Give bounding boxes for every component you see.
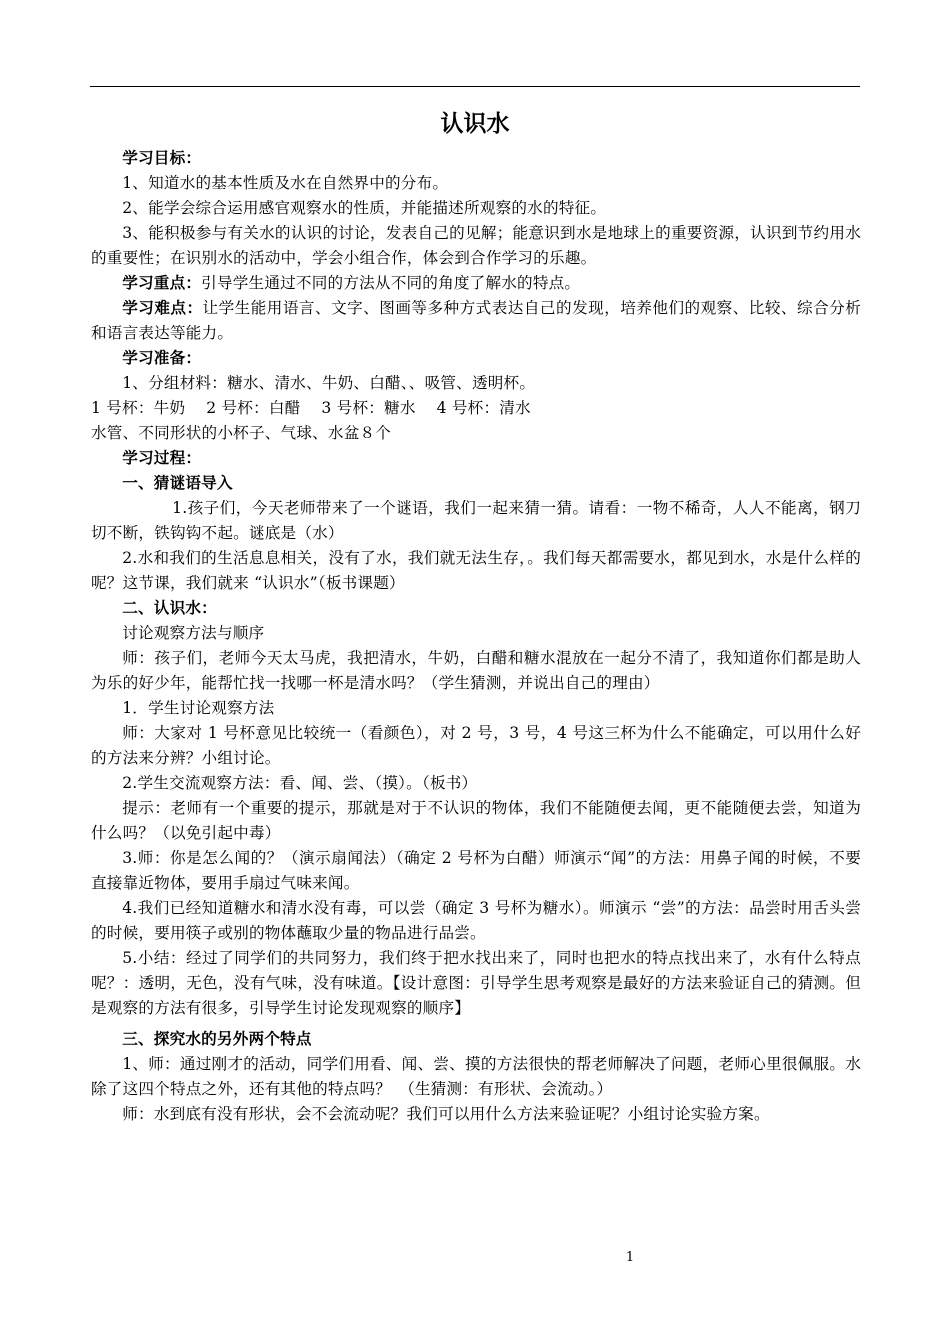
section1-paragraph: 1.孩子们，今天老师带来了一个谜语，我们一起来猜一猜。请看：一物不稀奇，人人不能离，钢刀切不断，铁钩钩不起。谜底是（水） <box>91 499 861 542</box>
preparation-label: 学习准备： <box>122 349 202 367</box>
page-number: 1 <box>625 1250 635 1265</box>
section3-paragraph: 师：水到底有没有形状，会不会流动呢？我们可以用什么方法来验证呢？小组讨论实验方案。 <box>122 1105 770 1123</box>
key-point <box>91 271 861 296</box>
section-heading: 二、认识水： <box>122 599 217 617</box>
section2-paragraph: 1．学生讨论观察方法 <box>122 699 275 717</box>
section2-paragraph: 5.小结：经过了同学们的共同努力，我们终于把水找出来了，同时也把水的特点找出来了，水有什么特点呢？：透明，无色，没有气味，没有味道。【设计意图：引导学生思考观察是最好的方法来验证自己的猜测。但是观察的方法有很多，引导学生讨论发现观察的顺序】 <box>91 949 861 1017</box>
objective-item: 1、知道水的基本性质及水在自然界中的分布。 <box>122 174 449 192</box>
process-label: 学习过程： <box>122 449 202 467</box>
section-heading: 一、猜谜语导入 <box>122 474 233 492</box>
section2-paragraph: 2.学生交流观察方法：看、闻、尝、（摸）。（板书） <box>122 774 478 792</box>
preparation-cups: 1 号杯：牛奶 2 号杯：白醋 3 号杯：糖水 4 号杯：清水 <box>91 399 531 417</box>
section2-paragraph: 3.师：你是怎么闻的？（演示扇闻法）（确定 2 号杯为白醋）师演示“闻”的方法：用鼻子闻的时候，不要直接靠近物体，要用手扇过气味来闻。 <box>91 849 861 892</box>
key-point-label: 学习重点： <box>122 274 202 292</box>
section1-paragraph: 2.水和我们的生活息息相关，没有了水，我们就无法生存，。我们每天都需要水，都见到水，水是什么样的呢？这节课，我们就来 “认识水”（板书课题） <box>91 549 861 592</box>
document-title: 认识水 <box>440 111 510 137</box>
header-rule <box>90 86 860 87</box>
difficulty-label: 学习难点： <box>122 299 203 317</box>
objective-item: 3、能积极参与有关水的认识的讨论，发表自己的见解；能意识到水是地球上的重要资源，认识到节约用水的重要性；在识别水的活动中，学会小组合作，体会到合作学习的乐趣。 <box>91 224 861 267</box>
section2-paragraph: 师：孩子们，老师今天太马虎，我把清水，牛奶，白醋和糖水混放在一起分不清了，我知道你们都是助人为乐的好少年，能帮忙找一找哪一杯是清水吗？（学生猜测，并说出自己的理由） <box>91 649 861 692</box>
section3-paragraph: 1、师：通过刚才的活动，同学们用看、闻、尝、摸的方法很快的帮老师解决了问题，老师心里很佩服。水除了这四个特点之外，还有其他的特点吗？ （生猜测：有形状、会流动。） <box>91 1055 861 1098</box>
key-point-text: 引导学生通过不同的方法从不同的角度了解水的特点。 <box>201 274 581 292</box>
document-body <box>91 146 861 1127</box>
section-heading: 三、探究水的另外两个特点 <box>122 1030 312 1048</box>
objective-item: 2、能学会综合运用感官观察水的性质，并能描述所观察的水的特征。 <box>122 199 607 217</box>
difficulty <box>91 296 861 346</box>
section2-paragraph: 提示：老师有一个重要的提示，那就是对于不认识的物体，我们不能随便去闻，更不能随便去尝，知道为什么吗？（以免引起中毒） <box>91 799 861 842</box>
section2-paragraph: 师：大家对 1 号杯意见比较统一（看颜色），对 2 号，3 号，4 号这三杯为什么不能确定，可以用什么好的方法来分辨？小组讨论。 <box>91 724 861 767</box>
preparation-materials: 1、分组材料：糖水、清水、牛奶、白醋、、吸管、透明杯。 <box>122 374 536 392</box>
preparation-extras: 水管、不同形状的小杯子、气球、水盆８个 <box>91 424 392 442</box>
section2-paragraph: 4.我们已经知道糖水和清水没有毒，可以尝（确定 3 号杯为糖水）。师演示 “尝”的方法：品尝时用舌头尝的时候，要用筷子或别的物体蘸取少量的物品进行品尝。 <box>91 899 861 942</box>
objectives-label: 学习目标： <box>122 149 202 167</box>
difficulty-text: 让学生能用语言、文字、图画等多种方式表达自己的发现，培养他们的观察、比较、综合分析和语言表达等能力。 <box>91 299 861 342</box>
section2-subheading: 讨论观察方法与顺序 <box>122 624 265 642</box>
